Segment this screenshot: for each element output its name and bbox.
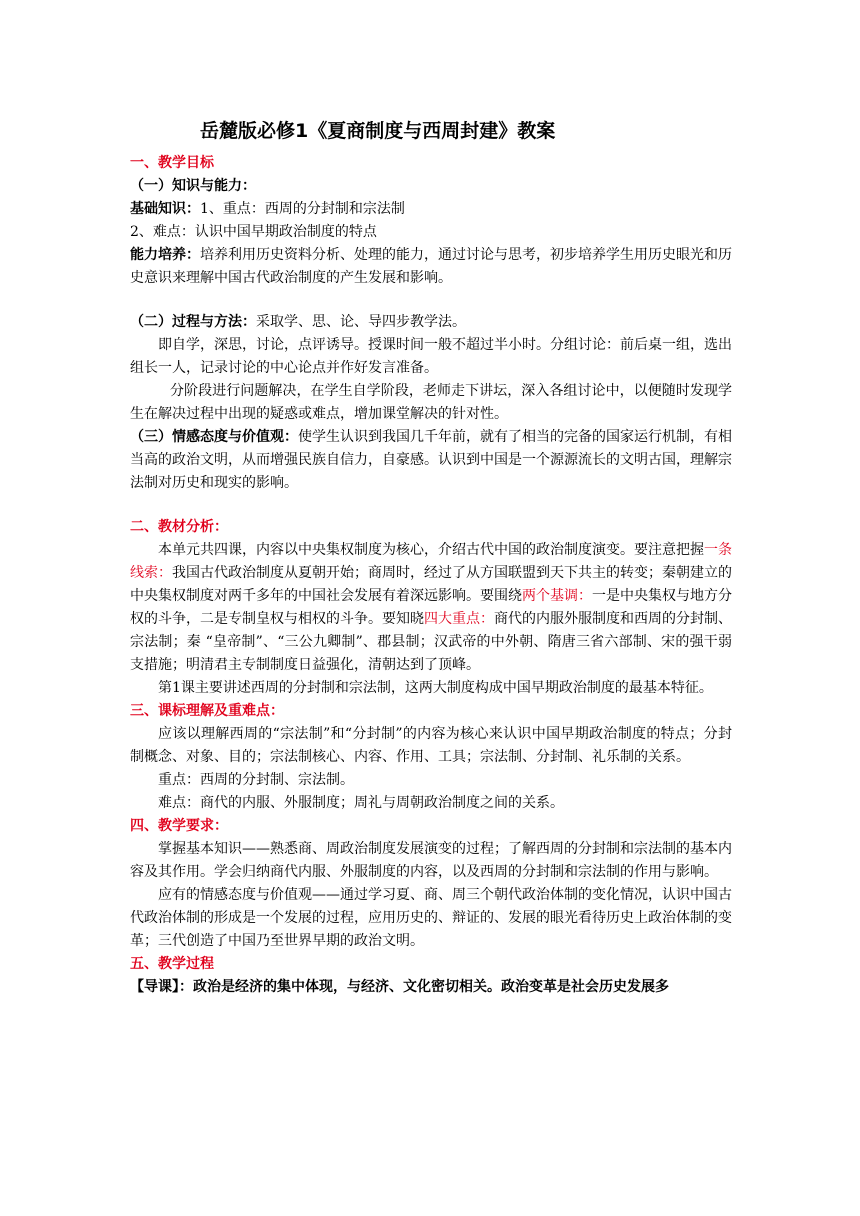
section-heading-3: 三、课标理解及重难点： [130,703,284,719]
method-detail-1: 即自学，深思，讨论，点评诱导。授课时间一般不超过半小时。分组讨论：前后桌一组，选出组长一人，记录讨论的中心论点并作好发言准备。 [130,337,732,376]
standard-paragraph: 应该以理解西周的“宗法制”和“分封制”的内容为核心来认识中国早期政治制度的特点；分封制概念、对象、目的；宗法制核心、内容、作用、工具；宗法制、分封制、礼乐制的关系。 [130,726,732,765]
ability-paragraph [130,244,732,290]
basic-text: 1、重点：西周的分封制和宗法制 [200,201,405,217]
method-label: （二）过程与方法： [130,314,256,330]
method-detail-2: 分阶段进行问题解决，在学生自学阶段，老师走下讲坛，深入各组讨论中，以便随时发现学生在解决过程中出现的疑惑或难点，增加课堂解决的针对性。 [130,383,732,422]
lesson-summary: 第1课主要讲述西周的分封制和宗法制，这两大制度构成中国早期政治制度的最基本特征。 [158,680,713,696]
section-heading-5: 五、教学过程 [130,956,214,972]
basic-knowledge [130,198,732,221]
intro-paragraph [130,976,732,999]
requirement-values: 应有的情感态度与价值观——通过学习夏、商、周三个朝代政治体制的变化情况，认识中国古代政治体制的形成是一个发展的过程，应用历史的、辩证的、发展的眼光看待历史上政治体制的变革；三代创造了中国乃至世界早期的政治文明。 [130,887,732,949]
analysis-text-3: 一是中央集权与地方分权的斗争，二是专制皇权与相权的斗争。要知晓 [130,588,732,627]
document-body [130,152,732,999]
intro-text: 政治是经济的集中体现，与经济、文化密切相关。政治变革是社会历史发展多 [193,979,669,995]
analysis-text-2: 我国古代政治制度从夏朝开始；商周时，经过了从方国联盟到天下共主的转变；秦朝建立的中央集权制度对两千多年的中国社会发展有着深远影响。要围绕 [130,565,732,604]
emotion-paragraph [130,426,732,495]
difficulty-point: 2、难点：认识中国早期政治制度的特点 [130,224,377,240]
basic-label: 基础知识： [130,201,200,217]
requirement-knowledge: 掌握基本知识——熟悉商、周政治制度发展演变的过程；了解西周的分封制和宗法制的基本内容及其作用。学会归纳商代内服、外服制度的内容，以及西周的分封制和宗法制的作用与影响。 [130,841,732,880]
analysis-paragraph [130,539,732,677]
method-text: 采取学、思、论、导四步教学法。 [256,314,466,330]
highlight-four-points: 四大重点： [424,611,494,627]
difficult-point: 难点：商代的内服、外服制度；周礼与周朝政治制度之间的关系。 [158,795,564,811]
section-heading-1: 一、教学目标 [130,155,214,171]
method-paragraph [130,311,732,334]
ability-label: 能力培养： [130,247,200,263]
subheading-knowledge: （一）知识与能力： [130,178,256,194]
key-point: 重点：西周的分封制、宗法制。 [158,772,354,788]
emotion-label: （三）情感态度与价值观： [130,429,298,445]
ability-text: 培养利用历史资料分析、处理的能力，通过讨论与思考，初步培养学生用历史眼光和历史意识来理解中国古代政治制度的产生发展和影响。 [130,247,732,286]
highlight-two-tones: 两个基调： [522,588,592,604]
document-title: 岳麓版必修1《夏商制度与西周封建》教案 [200,120,556,142]
analysis-text-4: 商代的内服外服制度和西周的分封制、宗法制；秦 “皇帝制”、“三公九卿制”、郡县制；汉武帝的中外朝、隋唐三省六部制、宋的强干弱支措施；明清君主专制制度日益强化，清朝达到了顶峰。 [130,611,732,673]
section-heading-4: 四、教学要求： [130,818,228,834]
analysis-text-1: 本单元共四课，内容以中央集权制度为核心，介绍古代中国的政治制度演变。要注意把握 [158,542,704,558]
intro-label: 【导课】： [130,979,193,995]
emotion-text: 使学生认识到我国几千年前，就有了相当的完备的国家运行机制，有相当高的政治文明，从而增强民族自信力，自豪感。认识到中国是一个源源流长的文明古国，理解宗法制对历史和现实的影响。 [130,429,732,491]
highlight-one-clue: 一条线索： [130,542,732,581]
section-heading-2: 二、教材分析： [130,519,228,535]
